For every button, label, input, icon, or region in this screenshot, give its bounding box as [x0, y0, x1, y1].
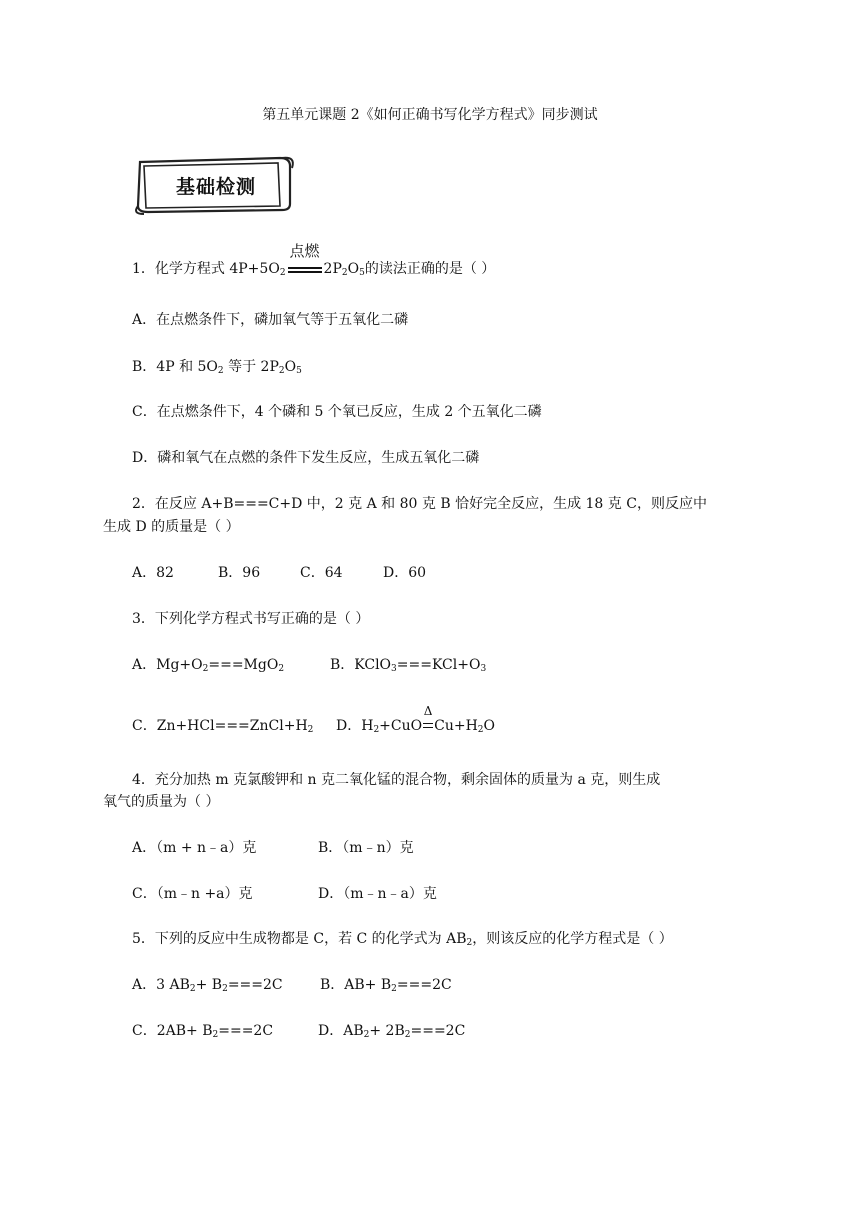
question-1-option-b: B．4P 和 $5O_2$ 等于 $2P_2O_5$: [132, 359, 302, 376]
section-banner-label: 基础检测: [176, 176, 257, 198]
question-4-stem-line1: 4．充分加热 m 克氯酸钾和 n 克二氧化锰的混合物，剩余固体的质量为 a 克，则生成: [132, 772, 661, 788]
question-5-option-a: A．3 $AB_2+ B_2===2C$: [132, 977, 283, 994]
question-2-option-a: A．82: [132, 565, 174, 581]
question-5-stem: 5．下列的反应中生成物都是 C，若 C 的化学式为 $AB_2$，则该反应的化学方程式是（ ）: [132, 931, 673, 948]
question-1-option-d: D．磷和氧气在点燃的条件下发生反应，生成五氧化二磷: [132, 450, 480, 466]
question-2-stem-line2: 生成 D 的质量是（ ）: [103, 519, 240, 535]
page-title: 第五单元课题 2《如何正确书写化学方程式》同步测试: [262, 107, 598, 123]
question-4-option-b: B．（m﹣n）克: [318, 840, 414, 856]
question-3-option-c: C．$Zn+HCl===ZnCl+H_2$: [132, 718, 314, 735]
question-4-option-a: A．（m + n﹣a）克: [132, 840, 257, 856]
question-5-option-b: B．$AB+ B_2===2C$: [320, 977, 452, 994]
question-4-option-c: C．（m﹣n +a）克: [132, 886, 253, 902]
question-3-stem: 3．下列化学方程式书写正确的是（ ）: [132, 611, 370, 627]
question-1-option-c: C．在点燃条件下，4 个磷和 5 个氧已反应，生成 2 个五氧化二磷: [132, 404, 542, 420]
question-2-stem-line1: 2．在反应 A+B===C+D 中，2 克 A 和 80 克 B 恰好完全反应，生成 18 克 C，则反应中: [132, 496, 707, 512]
question-3-option-b: B．$KClO_3===KCl+O_3$: [330, 657, 487, 674]
question-3-option-a: A．$Mg+O_2===MgO_2$: [132, 657, 285, 674]
question-1-option-a: A．在点燃条件下，磷加氧气等于五氧化二磷: [132, 312, 409, 328]
question-2-option-c: C．64: [300, 565, 343, 581]
question-2-option-b: B．96: [218, 565, 261, 581]
question-4-option-d: D．（m﹣n﹣a）克: [318, 886, 437, 902]
reaction-condition-ignite: 点燃: [286, 262, 324, 276]
question-1-stem: 1．化学方程式 $4P+5O_2$ 点燃 $2P_2O_5$的读法正确的是（ ）: [132, 242, 496, 278]
question-3-option-d: D．$H_2+CuO$ Δ $Cu+H_2O$: [336, 704, 495, 735]
question-5-option-c: C．$2AB+ B_2===2C$: [132, 1023, 274, 1040]
question-4-stem-line2: 氧气的质量为（ ）: [103, 794, 220, 810]
question-2-option-d: D．60: [383, 565, 427, 581]
question-5-option-d: D．$AB_2+ 2B_2===2C$: [318, 1023, 466, 1040]
reaction-condition-heat: Δ: [422, 719, 434, 733]
